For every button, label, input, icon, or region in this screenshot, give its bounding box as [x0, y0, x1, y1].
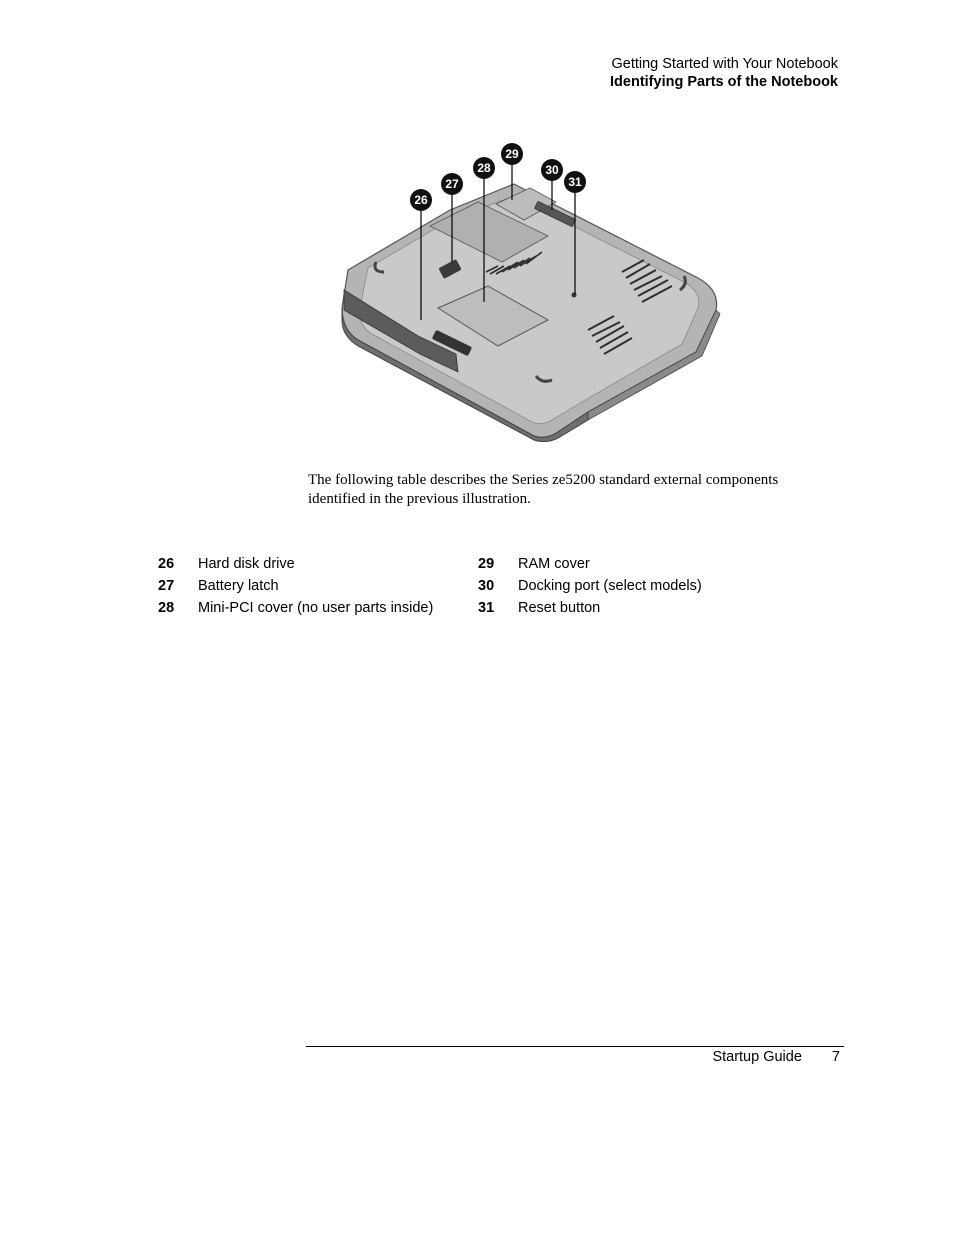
parts-list-right — [478, 555, 702, 621]
part-label: Mini-PCI cover (no user parts inside) — [198, 600, 434, 616]
callout-29-label: 29 — [505, 147, 519, 161]
list-item — [478, 599, 702, 621]
part-label: Hard disk drive — [198, 556, 295, 572]
part-label: Docking port (select models) — [518, 578, 702, 594]
reset-button-part — [572, 293, 577, 298]
part-number: 26 — [158, 556, 175, 572]
callout-26-label: 26 — [414, 193, 428, 207]
callout-31-label: 31 — [568, 175, 582, 189]
page-header — [610, 55, 838, 91]
part-number: 31 — [478, 600, 495, 616]
callout-28-label: 28 — [477, 161, 491, 175]
part-number: 29 — [478, 556, 495, 572]
parts-list-left — [158, 555, 433, 621]
header-subtitle: Identifying Parts of the Notebook — [610, 74, 838, 90]
callout-27-label: 27 — [445, 177, 459, 191]
part-label: Reset button — [518, 600, 601, 616]
part-number: 28 — [158, 600, 175, 616]
page-footer — [712, 1048, 840, 1066]
list-item — [158, 577, 433, 599]
footer-divider — [306, 1046, 844, 1047]
list-item — [158, 555, 433, 577]
part-number: 30 — [478, 578, 495, 594]
intro-paragraph: The following table describes the Series ze5200 standard external components identified in the previous illustration. — [308, 472, 779, 507]
part-number: 27 — [158, 578, 175, 594]
callout-30-label: 30 — [545, 163, 559, 177]
part-label: RAM cover — [518, 556, 590, 572]
part-label: Battery latch — [198, 578, 279, 594]
notebook-bottom-illustration — [338, 140, 722, 442]
header-title: Getting Started with Your Notebook — [611, 56, 838, 72]
list-item — [478, 555, 702, 577]
footer-guide-title: Startup Guide — [712, 1049, 802, 1065]
page-number: 7 — [831, 1049, 840, 1065]
list-item — [158, 599, 433, 621]
list-item — [478, 577, 702, 599]
